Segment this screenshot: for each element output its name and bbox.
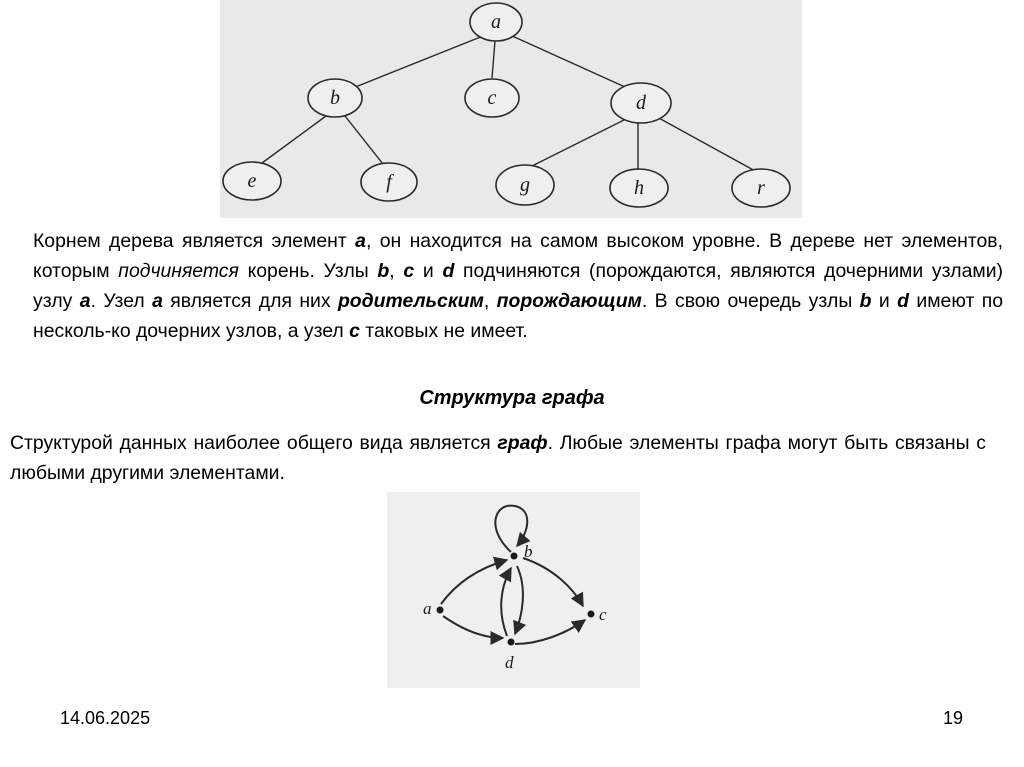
tree-node-label-r: r [757,177,765,199]
tree-edge-b-f [345,116,383,164]
text-run: и [871,290,898,312]
term-parental: родительским [337,290,484,312]
term-c: c [349,320,360,342]
term-graph: граф [497,432,548,454]
term-d: d [897,290,909,312]
graph-node-label-b: b [524,542,533,561]
term-generating: порождающим [496,290,642,312]
slide-date: 14.06.2025 [60,708,151,728]
graph-edge-b-d [515,566,523,634]
term-subordinate: подчиняется [118,260,239,282]
text-run: , он находится на самом высоком уровне. В дереве нет элементов, которым [33,230,1003,282]
graph-edge-a-b [441,560,507,604]
tree-node-label-a: a [491,11,501,33]
tree-node-label-f: f [386,171,392,193]
tree-edge-d-r [657,117,757,172]
tree-description-paragraph [33,226,1003,346]
tree-diagram-canvas [220,0,802,218]
graph-diagram-canvas [387,492,640,688]
text-run: Корнем дерева является элемент [33,230,356,252]
text-run: . В свою очередь узлы [641,290,860,312]
graph-description-paragraph [10,428,986,488]
term-a: a [79,290,91,312]
text-run: имеют по несколь-ко дочерних узлов, а узел [33,290,1003,342]
tree-edge-b-e [262,116,326,163]
tree-edge-a-d [510,35,625,87]
text-run: , [389,260,404,282]
term-a: a [355,230,366,252]
tree-node-label-e: e [247,170,257,192]
text-run: Структурой данных наиболее общего вида является [10,432,498,454]
graph-node-label-c: c [599,605,607,624]
text-run: . Любые элементы графа могут быть связаны с любыми другими элементами. [10,432,986,484]
term-a: a [152,290,163,312]
tree-edge-a-c [492,41,495,78]
graph-node-label-d: d [505,653,514,672]
text-run: , [483,290,497,312]
graph-diagram [387,492,640,688]
section-heading: Структура графа [419,387,605,409]
graph-edge-a-d [443,616,503,638]
graph-node-c [588,611,595,618]
text-run: подчиняются (порождаются, являются дочерними узлами) узлу [33,260,1003,312]
slide-number: 19 [943,708,964,728]
tree-diagram [220,0,802,218]
graph-node-b [511,553,518,560]
graph-edge-d-c [515,620,585,644]
term-d: d [442,260,455,282]
term-c: c [403,260,415,282]
tree-edge-a-b [343,34,488,92]
tree-node-label-g: g [520,174,530,196]
text-run: и [414,260,443,282]
graph-edge-b-c [523,558,583,606]
text-run: . Узел [90,290,153,312]
text-run: является для них [162,290,338,312]
graph-edge-d-b [501,568,511,636]
graph-node-d [508,639,515,646]
text-run: таковых не имеет. [359,320,528,342]
tree-node-label-d: d [636,92,646,114]
tree-edge-d-g [530,120,624,167]
term-b: b [377,260,390,282]
graph-edge-b-b-loop [495,506,527,552]
tree-node-label-b: b [330,87,340,109]
term-b: b [859,290,872,312]
graph-node-label-a: a [423,599,432,618]
tree-node-label-c: c [487,87,497,109]
graph-node-a [437,607,444,614]
text-run: корень. Узлы [238,260,378,282]
tree-node-label-h: h [634,177,644,199]
